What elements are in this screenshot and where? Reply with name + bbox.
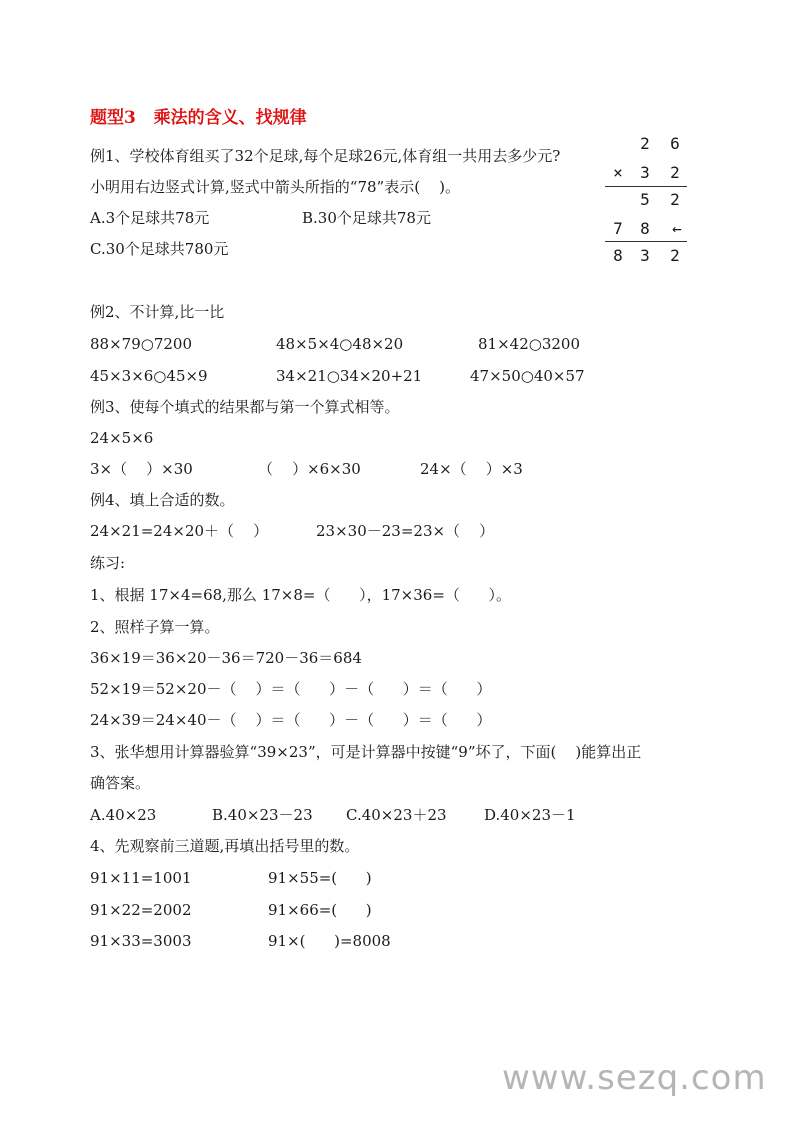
vm-digit: 3 — [640, 163, 650, 182]
practice-1: 1、根据 17×4=68,那么 17×8=（ ），17×36=（ ）。 — [90, 586, 511, 604]
practice-heading: 练习: — [90, 554, 126, 572]
practice-2: 2、照样子算一算。 — [90, 618, 220, 636]
vm-digit: 6 — [670, 134, 680, 153]
vm-digit: 2 — [670, 163, 680, 182]
practice-2-a: 52×19＝52×20－（ ）＝（ ）－（ ）＝（ ） — [90, 680, 492, 698]
practice-2-example: 36×19＝36×20－36＝720－36＝684 — [90, 649, 362, 667]
compare-item: 34×21○34×20+21 — [276, 367, 423, 385]
fill-item: 24×21=24×20＋（ ） — [90, 522, 269, 540]
fill-item: 3×（ ）×30 — [90, 460, 193, 478]
vm-digit: 2 — [670, 246, 680, 265]
pattern-item: 91×22=2002 — [90, 901, 192, 919]
vertical-multiplication — [600, 130, 700, 270]
compare-item: 48×5×4○48×20 — [276, 335, 404, 353]
practice-3-option-b: B.40×23－23 — [212, 806, 313, 824]
example3-heading: 例3、使每个填式的结果都与第一个算式相等。 — [90, 398, 400, 416]
arrow-left-icon: ← — [672, 219, 682, 238]
watermark: www.sezq.com — [502, 1058, 767, 1098]
pattern-item: 91×( )=8008 — [268, 932, 391, 950]
compare-item: 88×79○7200 — [90, 335, 193, 353]
example1-question-2: 小明用右边竖式计算,竖式中箭头所指的“78”表示( )。 — [90, 178, 460, 196]
vm-digit: 5 — [640, 190, 650, 209]
vm-digit: 8 — [640, 219, 650, 238]
fill-item: 23×30－23=23×（ ） — [316, 522, 495, 540]
compare-item: 47×50○40×57 — [470, 367, 585, 385]
practice-2-b: 24×39＝24×40－（ ）＝（ ）－（ ）＝（ ） — [90, 711, 492, 729]
practice-3-option-a: A.40×23 — [90, 806, 157, 824]
vm-digit: 2 — [640, 134, 650, 153]
vm-digit: 8 — [613, 246, 623, 265]
vm-rule — [605, 186, 687, 187]
pattern-item: 91×11=1001 — [90, 869, 192, 887]
pattern-item: 91×66=( ) — [268, 901, 372, 919]
example3-base: 24×5×6 — [90, 429, 154, 447]
example1-option-a: A.3个足球共78元 — [90, 209, 210, 227]
fill-item: 24×（ ）×3 — [420, 460, 523, 478]
fill-item: （ ）×6×30 — [258, 460, 361, 478]
practice-4: 4、先观察前三道题,再填出括号里的数。 — [90, 837, 360, 855]
vm-times-sign: × — [613, 163, 623, 182]
pattern-item: 91×33=3003 — [90, 932, 192, 950]
vm-digit: 3 — [640, 246, 650, 265]
practice-3: 3、张华想用计算器验算“39×23”，可是计算器中按键“9”坏了，下面( )能算出正 — [90, 743, 642, 761]
compare-item: 45×3×6○45×9 — [90, 367, 208, 385]
pattern-item: 91×55=( ) — [268, 869, 372, 887]
practice-3-option-c: C.40×23＋23 — [346, 806, 447, 824]
vm-rule — [605, 241, 687, 242]
vm-digit: 2 — [670, 190, 680, 209]
vm-digit: 7 — [613, 219, 623, 238]
practice-3-option-d: D.40×23－1 — [484, 806, 576, 824]
example4-heading: 例4、填上合适的数。 — [90, 491, 235, 509]
example1-question: 例1、学校体育组买了32个足球,每个足球26元,体育组一共用去多少元? — [90, 147, 561, 165]
compare-item: 81×42○3200 — [478, 335, 581, 353]
example1-option-c: C.30个足球共780元 — [90, 240, 229, 258]
section-title: 题型3 乘法的含义、找规律 — [90, 108, 307, 128]
example1-option-b: B.30个足球共78元 — [302, 209, 431, 227]
practice-3-cont: 确答案。 — [90, 774, 151, 792]
example2-heading: 例2、不计算,比一比 — [90, 303, 225, 321]
